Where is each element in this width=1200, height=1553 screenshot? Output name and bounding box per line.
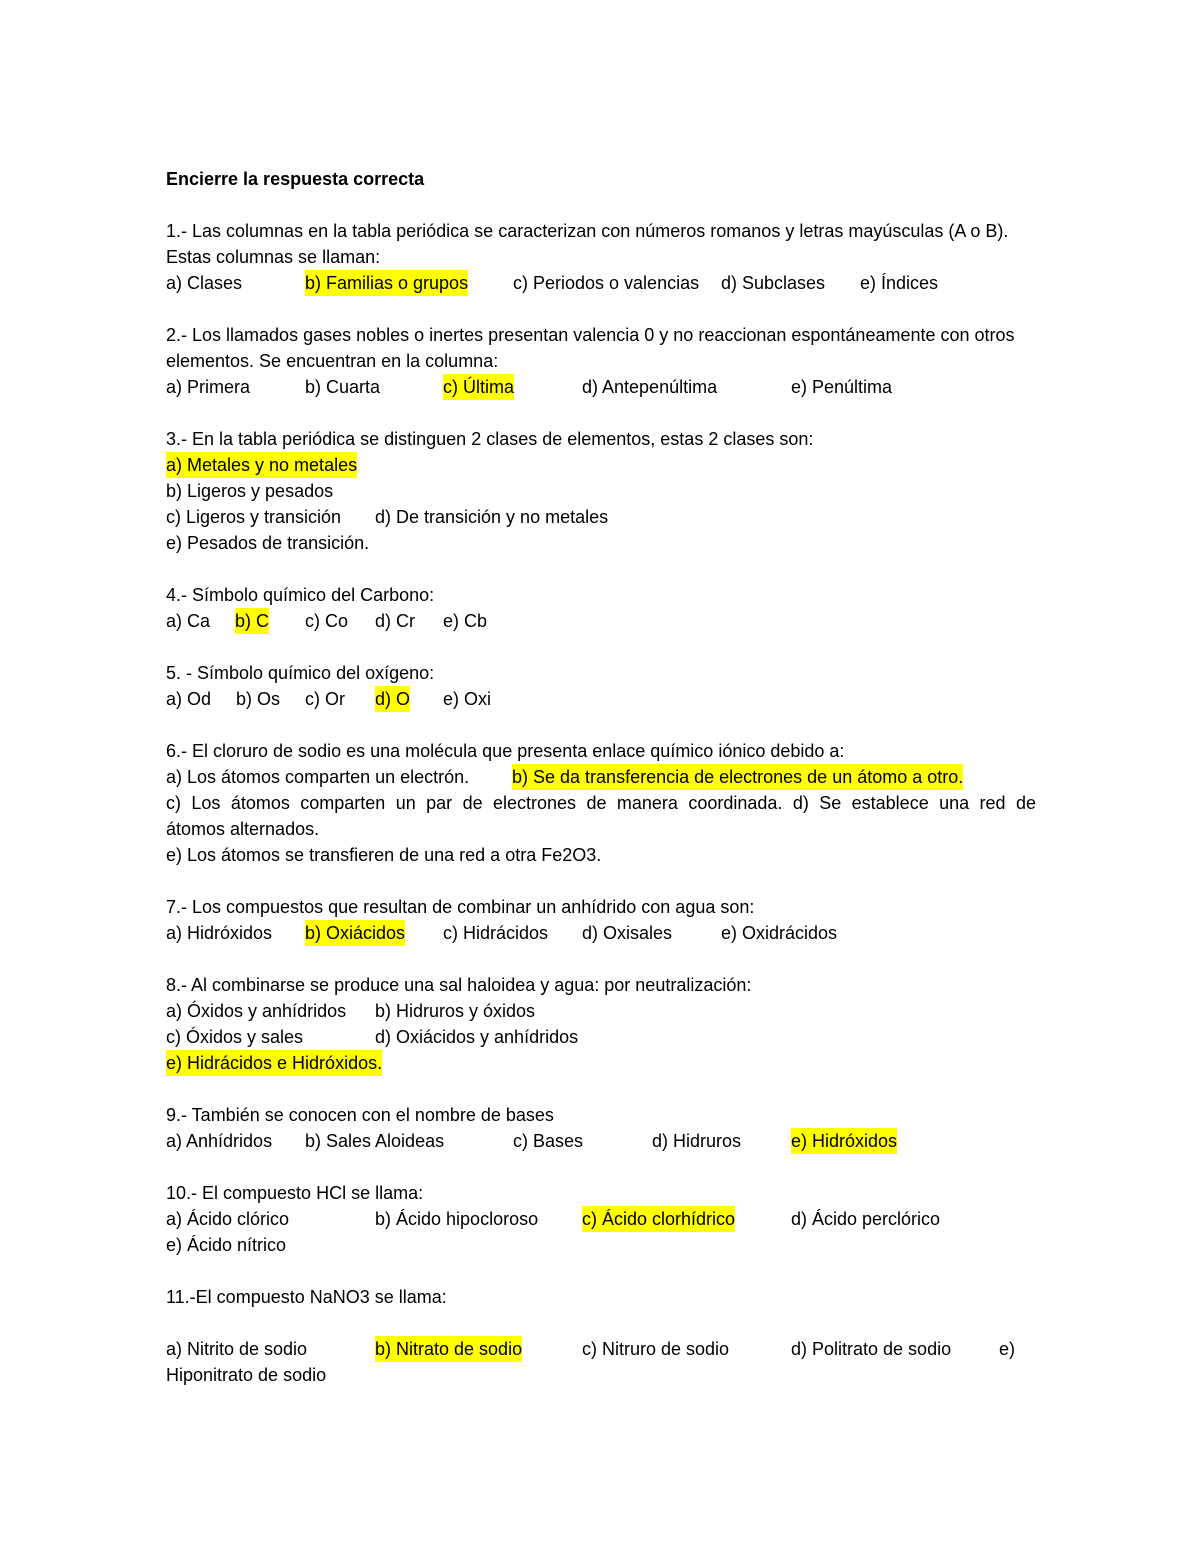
- question-3-line-a: [166, 452, 1036, 478]
- q8-option-e[interactable]: e) Hidrácidos e Hidróxidos.: [166, 1050, 382, 1076]
- question-3-line-e: [166, 530, 1036, 556]
- q3-option-d[interactable]: d) De transición y no metales: [375, 507, 609, 527]
- question-10-options: [166, 1206, 1036, 1232]
- question-11-line-e: [166, 1362, 1036, 1388]
- q10-option-c[interactable]: c) Ácido clorhídrico: [582, 1206, 735, 1232]
- q3-option-b[interactable]: b) Ligeros y pesados: [166, 481, 334, 501]
- question-8-line-e: [166, 1050, 1036, 1076]
- q10-option-a[interactable]: a) Ácido clórico: [166, 1209, 290, 1229]
- question-2: [166, 322, 1036, 400]
- question-3-line-b: [166, 478, 1036, 504]
- document-body: [166, 166, 1036, 1388]
- question-3-line-cd: [166, 504, 1036, 530]
- q3-option-a[interactable]: a) Metales y no metales: [166, 452, 357, 478]
- q4-option-c[interactable]: c) Co: [305, 611, 349, 631]
- q11-option-a[interactable]: a) Nitrito de sodio: [166, 1339, 308, 1359]
- q2-option-d[interactable]: d) Antepenúltima: [582, 377, 718, 397]
- q4-option-d[interactable]: d) Cr: [375, 611, 415, 631]
- q9-option-e[interactable]: e) Hidróxidos: [791, 1128, 897, 1154]
- q5-option-a[interactable]: a) Od: [166, 689, 212, 709]
- question-3-text: 3.- En la tabla periódica se distinguen 2 clases de elementos, estas 2 clases son:: [166, 429, 814, 449]
- question-8-text: 8.- Al combinarse se produce una sal haloidea y agua: por neutralización:: [166, 975, 752, 995]
- question-4-options: [166, 608, 1036, 634]
- question-5-options: [166, 686, 1036, 712]
- question-5: [166, 660, 1036, 712]
- q11-option-e-text[interactable]: Hiponitrato de sodio: [166, 1365, 327, 1385]
- q1-option-d[interactable]: d) Subclases: [721, 273, 826, 293]
- question-4-text: 4.- Símbolo químico del Carbono:: [166, 585, 435, 605]
- q4-option-a[interactable]: a) Ca: [166, 611, 211, 631]
- q11-option-b[interactable]: b) Nitrato de sodio: [375, 1336, 522, 1362]
- q8-option-a[interactable]: a) Óxidos y anhídridos: [166, 1001, 347, 1021]
- q10-option-b[interactable]: b) Ácido hipocloroso: [375, 1209, 539, 1229]
- q5-option-d[interactable]: d) O: [375, 686, 410, 712]
- q4-option-b[interactable]: b) C: [235, 608, 269, 634]
- question-8-line-cd: [166, 1024, 1036, 1050]
- q11-option-d[interactable]: d) Politrato de sodio: [791, 1339, 952, 1359]
- question-6-line-e: [166, 842, 1036, 868]
- question-8: [166, 972, 1036, 1076]
- q7-option-c[interactable]: c) Hidrácidos: [443, 923, 549, 943]
- page-title: Encierre la respuesta correcta: [166, 169, 425, 189]
- question-11-options: [166, 1336, 1036, 1362]
- q7-option-a[interactable]: a) Hidróxidos: [166, 923, 273, 943]
- q5-option-e[interactable]: e) Oxi: [443, 689, 492, 709]
- q1-option-b[interactable]: b) Familias o grupos: [305, 270, 468, 296]
- q5-option-c[interactable]: c) Or: [305, 689, 345, 709]
- blank-line: [166, 1310, 1036, 1336]
- question-6-line-cd: [166, 790, 1036, 816]
- q5-option-b[interactable]: b) Os: [236, 689, 281, 709]
- question-6: [166, 738, 1036, 868]
- q2-option-a[interactable]: a) Primera: [166, 377, 251, 397]
- q8-option-b[interactable]: b) Hidruros y óxidos: [375, 1001, 536, 1021]
- q9-option-a[interactable]: a) Anhídridos: [166, 1131, 273, 1151]
- question-6-line-d-cont: [166, 816, 1036, 842]
- q3-option-e[interactable]: e) Pesados de transición.: [166, 533, 370, 553]
- q1-option-c[interactable]: c) Periodos o valencias: [513, 273, 700, 293]
- q7-option-e[interactable]: e) Oxidrácidos: [721, 923, 838, 943]
- q11-option-c[interactable]: c) Nitruro de sodio: [582, 1339, 730, 1359]
- q6-option-a[interactable]: a) Los átomos comparten un electrón.: [166, 767, 470, 787]
- q6-option-c[interactable]: c) Los átomos comparten un par de electrones de manera coordinada.: [166, 793, 783, 813]
- q1-option-a[interactable]: a) Clases: [166, 273, 243, 293]
- q6-option-b[interactable]: b) Se da transferencia de electrones de un átomo a otro.: [512, 764, 963, 790]
- q4-option-e[interactable]: e) Cb: [443, 611, 488, 631]
- question-7-text: 7.- Los compuestos que resultan de combinar un anhídrido con agua son:: [166, 897, 755, 917]
- question-2-options: [166, 374, 1036, 400]
- question-7: [166, 894, 1036, 946]
- q9-option-c[interactable]: c) Bases: [513, 1131, 584, 1151]
- question-9-text: 9.- También se conocen con el nombre de bases: [166, 1105, 554, 1125]
- question-9-options: [166, 1128, 1036, 1154]
- q11-option-e-label[interactable]: e): [999, 1339, 1016, 1359]
- q7-option-b[interactable]: b) Oxiácidos: [305, 920, 405, 946]
- question-8-line-ab: [166, 998, 1036, 1024]
- q10-option-e[interactable]: e) Ácido nítrico: [166, 1235, 287, 1255]
- question-9: [166, 1102, 1036, 1154]
- question-6-text: 6.- El cloruro de sodio es una molécula que presenta enlace químico iónico debido a:: [166, 741, 845, 761]
- question-7-options: [166, 920, 1036, 946]
- question-5-text: 5. - Símbolo químico del oxígeno:: [166, 663, 435, 683]
- q2-option-e[interactable]: e) Penúltima: [791, 377, 893, 397]
- q6-option-e[interactable]: e) Los átomos se transfieren de una red a otra Fe2O3.: [166, 845, 602, 865]
- q8-option-d[interactable]: d) Oxiácidos y anhídridos: [375, 1027, 579, 1047]
- question-10-text: 10.- El compuesto HCl se llama:: [166, 1183, 424, 1203]
- q2-option-c[interactable]: c) Última: [443, 374, 514, 400]
- question-10: [166, 1180, 1036, 1258]
- question-2-text: 2.- Los llamados gases nobles o inertes presentan valencia 0 y no reaccionan espontáneamente con otros elementos. Se encuentran en la columna:: [166, 325, 1015, 371]
- q9-option-d[interactable]: d) Hidruros: [652, 1131, 742, 1151]
- question-10-line-e: [166, 1232, 1036, 1258]
- question-1-options: [166, 270, 1036, 296]
- question-6-line-ab: [166, 764, 1036, 790]
- q6-option-d[interactable]: d) Se establece una red de: [792, 793, 1036, 813]
- q7-option-d[interactable]: d) Oxisales: [582, 923, 673, 943]
- question-11: [166, 1284, 1036, 1388]
- question-11-text: 11.-El compuesto NaNO3 se llama:: [166, 1287, 447, 1307]
- q9-option-b[interactable]: b) Sales Aloideas: [305, 1131, 445, 1151]
- q6-option-d-continued: átomos alternados.: [166, 819, 320, 839]
- question-4: [166, 582, 1036, 634]
- q10-option-d[interactable]: d) Ácido perclórico: [791, 1209, 941, 1229]
- q8-option-c[interactable]: c) Óxidos y sales: [166, 1027, 304, 1047]
- q2-option-b[interactable]: b) Cuarta: [305, 377, 381, 397]
- q1-option-e[interactable]: e) Índices: [860, 273, 939, 293]
- question-1-text: 1.- Las columnas en la tabla periódica se caracterizan con números romanos y letras mayúsculas (A o B). Estas columnas se llaman:: [166, 221, 1009, 267]
- q3-option-c[interactable]: c) Ligeros y transición: [166, 507, 342, 527]
- question-3: [166, 426, 1036, 556]
- question-1: [166, 218, 1036, 296]
